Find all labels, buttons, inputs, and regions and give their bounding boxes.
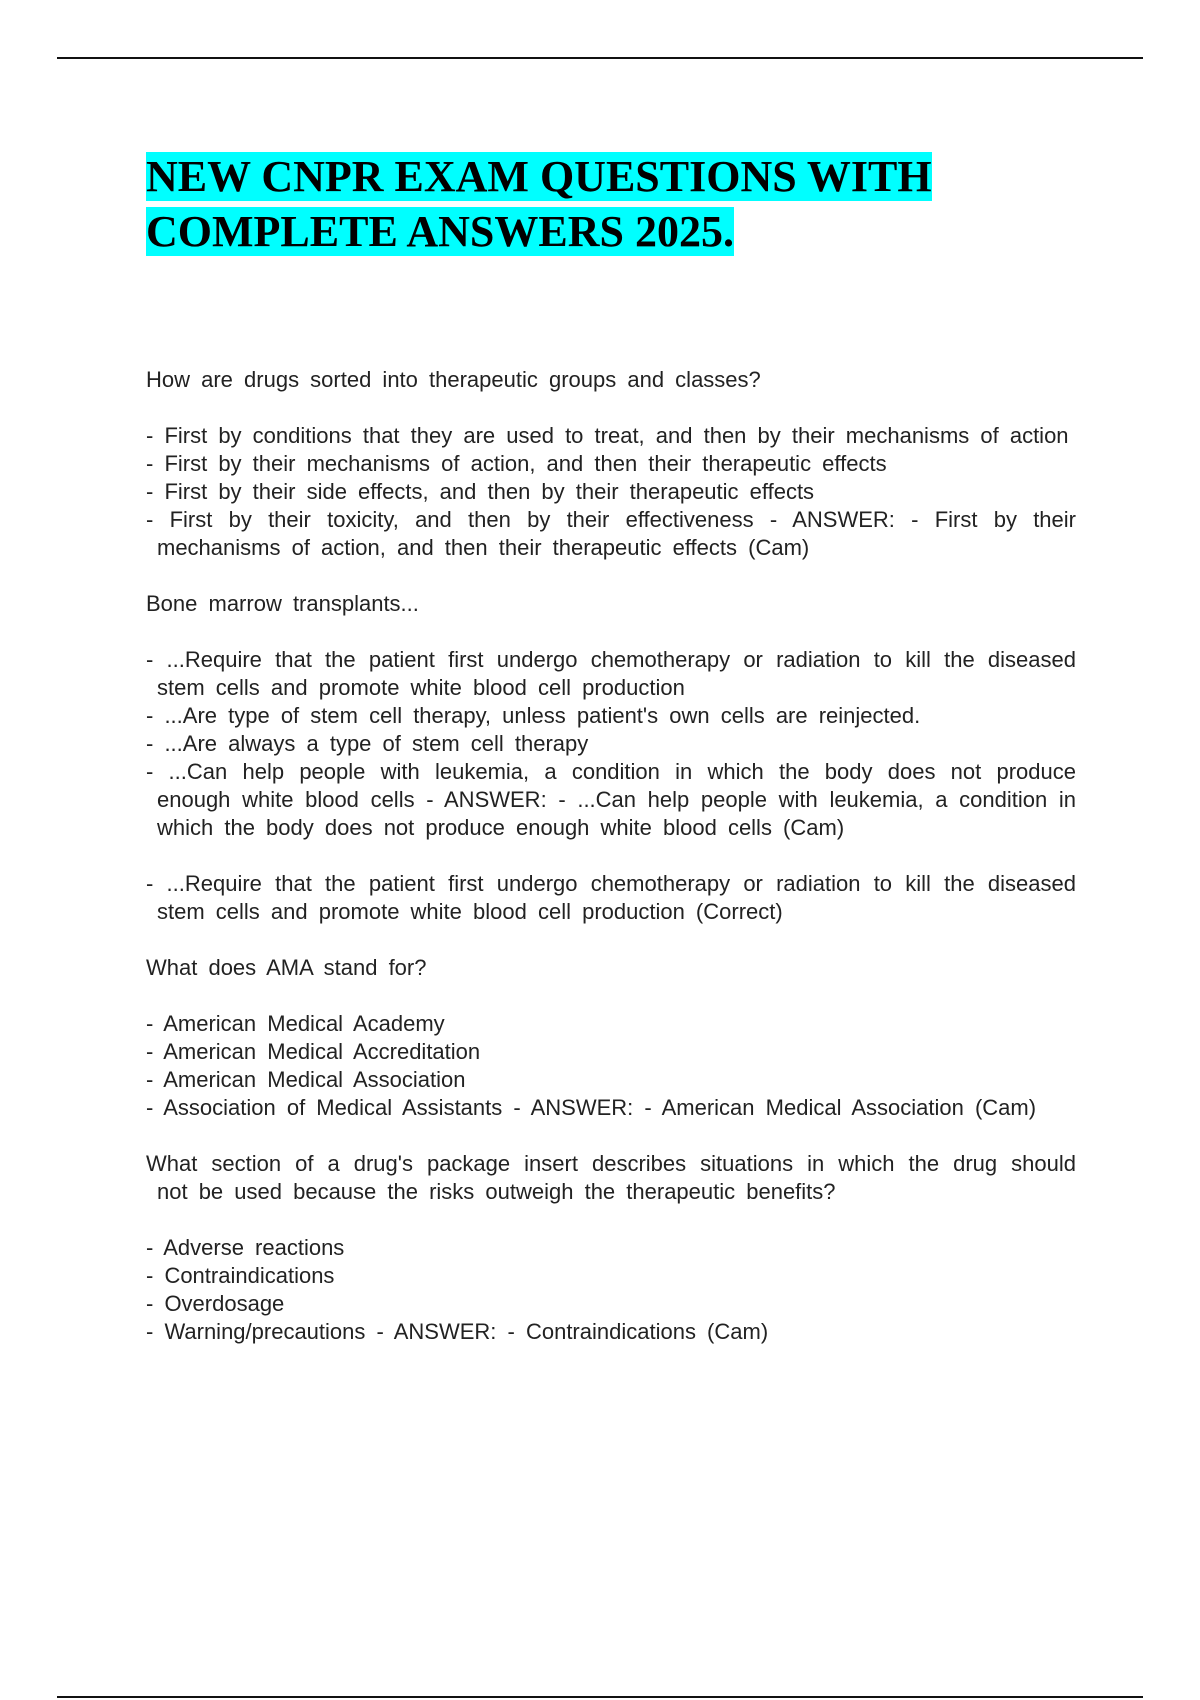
answer-options <box>146 1010 1076 1122</box>
answer-option: - Contraindications <box>146 1263 335 1288</box>
answer-option: - American Medical Academy <box>146 1011 445 1036</box>
answer-option: - ...Can help people with leukemia, a condition in which the body does not produce enough white blood cells - ANSWER: - ...Can help people with leukemia, a condition in which the body does not produce enough white blood cells (Cam) <box>146 759 1076 840</box>
answer-option: - Adverse reactions <box>146 1235 345 1260</box>
correct-answer-note: - ...Require that the patient first undergo chemotherapy or radiation to kill the diseased stem cells and promote white blood cell production (Correct) <box>146 871 1076 924</box>
answer-note <box>146 870 1076 926</box>
question-text: What does AMA stand for? <box>146 955 427 980</box>
answer-option: - Overdosage <box>146 1291 285 1316</box>
answer-option: - ...Are type of stem cell therapy, unless patient's own cells are reinjected. <box>146 703 921 728</box>
answer-option: - First by their mechanisms of action, and then their therapeutic effects <box>146 451 887 476</box>
answer-option: - Association of Medical Assistants - ANSWER: - American Medical Association (Cam) <box>146 1095 1037 1120</box>
document-title <box>146 149 1046 259</box>
answer-option: - Warning/precautions - ANSWER: - Contraindications (Cam) <box>146 1319 769 1344</box>
question-text: What section of a drug's package insert describes situations in which the drug should not be used because the risks outweigh the therapeutic benefits? <box>146 1151 1076 1204</box>
answer-option: - First by their side effects, and then by their therapeutic effects <box>146 479 815 504</box>
question-text: How are drugs sorted into therapeutic groups and classes? <box>146 367 761 392</box>
answer-options <box>146 1234 1076 1346</box>
question-block-4 <box>146 1150 1076 1346</box>
answer-option: - First by conditions that they are used to treat, and then by their mechanisms of action <box>146 423 1069 448</box>
answer-option: - American Medical Accreditation <box>146 1039 481 1064</box>
answer-option: - ...Are always a type of stem cell therapy <box>146 731 589 756</box>
question-block-3 <box>146 954 1076 1122</box>
question-block-1 <box>146 366 1076 562</box>
question-text: Bone marrow transplants... <box>146 591 419 616</box>
answer-option: - First by their toxicity, and then by their effectiveness - ANSWER: - First by their mechanisms of action, and then their therapeutic effects (Cam) <box>146 507 1076 560</box>
answer-option: - American Medical Association <box>146 1067 466 1092</box>
answer-options <box>146 422 1076 562</box>
answer-options <box>146 646 1076 842</box>
title-highlight: NEW CNPR EXAM QUESTIONS WITH COMPLETE ANSWERS 2025. <box>146 152 932 256</box>
document-body <box>146 366 1076 1374</box>
footer-rule <box>57 1696 1143 1698</box>
question-block-2 <box>146 590 1076 926</box>
header-rule <box>57 57 1143 59</box>
answer-option: - ...Require that the patient first undergo chemotherapy or radiation to kill the diseased stem cells and promote white blood cell production <box>146 647 1076 700</box>
